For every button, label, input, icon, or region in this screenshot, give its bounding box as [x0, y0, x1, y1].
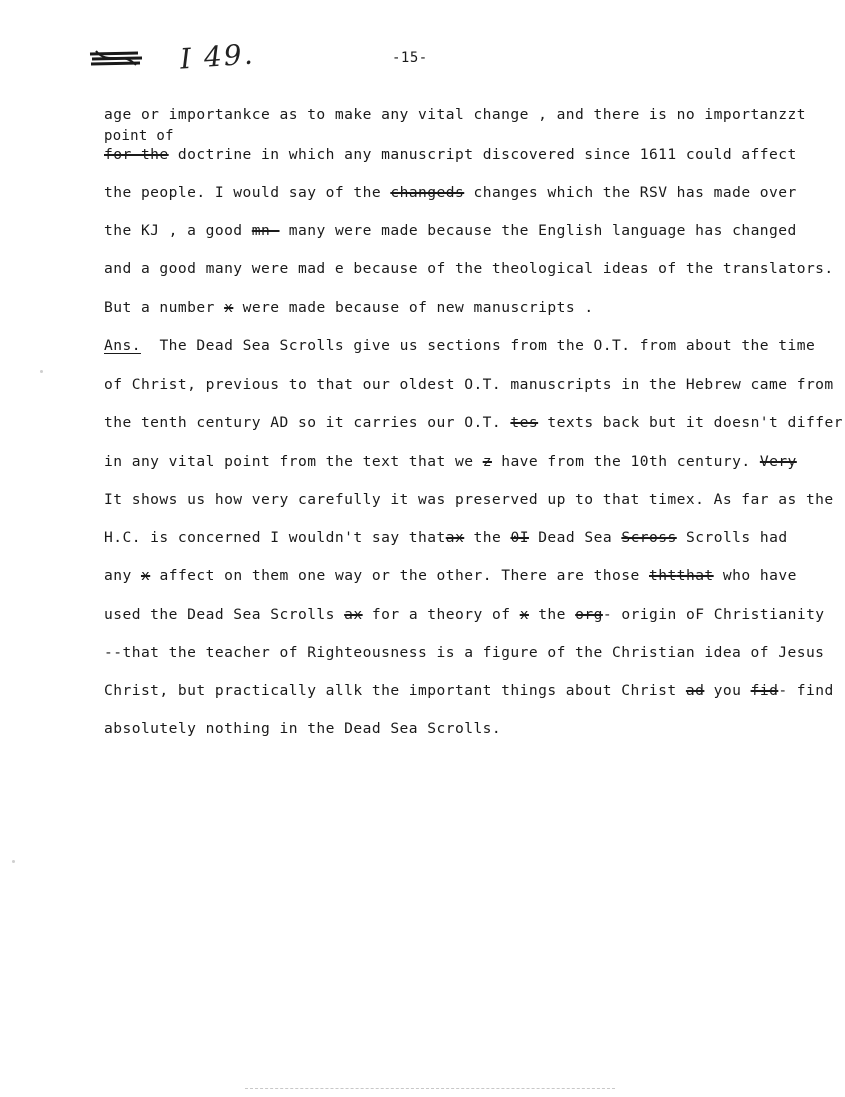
struck-text: mn- — [251, 222, 280, 239]
text-segment: affect on them one way or the other. There are those — [159, 567, 640, 584]
text-line-16: --that the teacher of Righteousness is a figure of the Christian idea of Jesus — [104, 644, 825, 661]
text-segment: H.C. is concerned I wouldn't say that — [104, 529, 446, 546]
text-segment: who have — [722, 567, 797, 584]
text-segment: any — [104, 567, 132, 584]
overstrike: ax — [445, 529, 465, 546]
text-line-6: and a good many were mad e because of the theological ideas of the translators. — [104, 260, 834, 277]
text-segment: you — [713, 682, 742, 699]
scan-speck — [40, 370, 43, 373]
text-segment: - find — [778, 682, 834, 699]
text-line-11 — [104, 453, 797, 470]
struck-text: that — [676, 567, 714, 584]
text-segment: The Dead Sea Scrolls give us sections from the O.T. from about the time — [159, 337, 816, 354]
struck-text: for the — [104, 146, 169, 163]
text-line-1: age or importankce as to make any vital change , and there is no importanzzt — [104, 106, 806, 123]
text-segment: - origin oF Christianity — [602, 606, 825, 623]
text-line-9: of Christ, previous to that our oldest O.T. manuscripts in the Hebrew came from — [104, 376, 834, 393]
text-segment: the tenth century AD so it carries our O.T. — [104, 414, 502, 431]
text-line-8 — [104, 337, 815, 354]
text-line-14 — [104, 567, 797, 584]
text-segment: in any vital point from the text that we — [104, 453, 474, 470]
overstrike: x — [224, 299, 234, 316]
page-number: -15- — [392, 50, 428, 66]
text-segment: texts back but it doesn't differ — [547, 414, 843, 431]
text-segment: Christ, but practically allk the important things about Christ — [104, 682, 677, 699]
text-segment: the KJ , a good — [104, 222, 243, 239]
text-segment: were made because of new manuscripts . — [242, 299, 594, 316]
text-line-4 — [104, 184, 797, 201]
overstrike: ax — [344, 606, 363, 623]
text-segment: changes which the RSV has made over — [473, 184, 797, 201]
text-segment: the — [473, 529, 502, 546]
overstrike: x — [519, 606, 529, 623]
text-line-13 — [104, 529, 788, 546]
text-line-15 — [104, 606, 825, 623]
overstrike: 0I — [510, 529, 529, 546]
overstrike: tht — [649, 567, 677, 584]
struck-text: tes — [510, 414, 539, 431]
text-line-10 — [104, 414, 843, 431]
text-line-2: point of — [104, 128, 174, 144]
text-line-12: It shows us how very carefully it was preserved up to that timex. As far as the — [104, 491, 834, 508]
text-line-3 — [104, 146, 797, 163]
answer-label: Ans. — [104, 337, 141, 354]
text-line-5 — [104, 222, 797, 239]
struck-text: Very — [759, 453, 797, 470]
struck-text: Scross — [621, 529, 677, 546]
scan-edge-line — [245, 1088, 615, 1090]
overstrike: z — [482, 453, 492, 470]
handwritten-note: I 49. — [178, 37, 256, 76]
struck-text: org — [575, 606, 603, 623]
text-segment: doctrine in which any manuscript discovered since 1611 could affect — [177, 146, 797, 163]
overstrike: ad — [685, 682, 705, 699]
struck-text: changeds — [390, 184, 465, 201]
text-segment: many were made because the English language has changed — [288, 222, 797, 239]
text-line-7 — [104, 299, 594, 316]
scribble-mark-icon — [88, 48, 146, 70]
text-segment: for a theory of — [371, 606, 511, 623]
overstrike: x — [140, 567, 151, 584]
text-segment: have from the 10th century. — [501, 453, 751, 470]
text-line-17 — [104, 682, 834, 699]
text-segment: But a number — [104, 299, 215, 316]
text-segment: Dead Sea — [538, 529, 613, 546]
text-line-18: absolutely nothing in the Dead Sea Scrolls. — [104, 720, 502, 737]
scan-speck — [12, 860, 15, 863]
struck-text: fid — [750, 682, 779, 699]
text-segment: Scrolls had — [686, 529, 788, 546]
text-segment: the — [538, 606, 566, 623]
text-segment: used the Dead Sea Scrolls — [104, 606, 335, 623]
text-segment: the people. I would say of the — [104, 184, 382, 201]
